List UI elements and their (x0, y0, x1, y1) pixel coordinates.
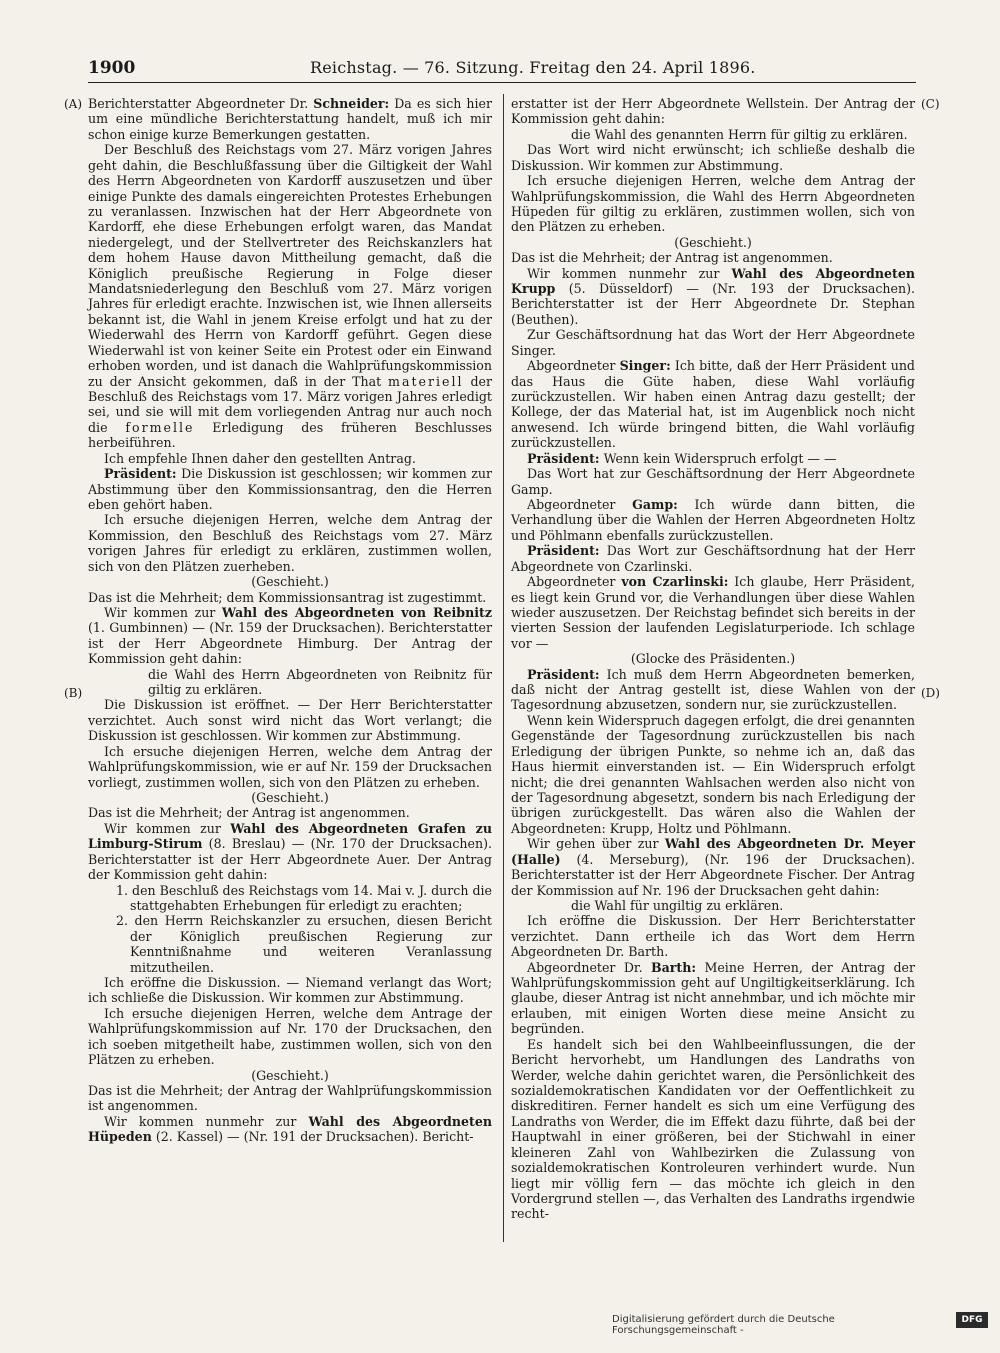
text-run: die Wahl für ungiltig zu erklären. (571, 897, 784, 913)
paragraph (88, 605, 492, 667)
paragraph (571, 898, 915, 913)
paragraph (511, 497, 915, 543)
paragraph (88, 466, 492, 512)
right-text-column (511, 96, 915, 1222)
text-run: Die Diskussion ist geschlossen; wir kommen zur Abstimmung über den Kommissionsantrag, den die Herren eben gehört haben. (88, 466, 492, 512)
text-run: Ich würde dann bitten, die Verhandlung über die Wahlen der Herren Abgeordneten Holtz und Pöhlmann ebenfalls zurückzustellen. (511, 496, 916, 543)
left-text-column (88, 96, 492, 1145)
page-footer (612, 1312, 988, 1336)
paragraph (511, 451, 915, 466)
paragraph (88, 512, 492, 574)
text-run: Das Wort wird nicht erwünscht; ich schließe deshalb die Diskussion. Wir kommen zur Abstimmung. (511, 142, 915, 173)
paragraph (88, 1068, 492, 1083)
text-run: Ich eröffne die Diskussion. — Niemand verlangt das Wort; ich schließe die Diskussion. Wir kommen zur Abstimmung. (88, 975, 492, 1006)
text-run: (4. Merseburg), (Nr. 196 der Drucksachen). Berichterstatter ist der Herr Abgeordnete Fischer. Der Antrag der Kommission auf Nr. 196 der Drucksachen geht dahin: (511, 851, 915, 898)
bold-phrase: Präsident: (527, 543, 600, 559)
bold-phrase: Gamp: (632, 496, 678, 512)
text-run: Wir kommen nunmehr zur (104, 1113, 309, 1129)
text-run: Das Wort hat zur Geschäftsordnung der Herr Abgeordnete Gamp. (511, 466, 915, 497)
text-run: Abgeordneter (527, 574, 622, 590)
paragraph (88, 697, 492, 743)
bold-phrase: Präsident: (104, 466, 177, 482)
text-run: (8. Breslau) — (Nr. 170 der Drucksachen). Berichterstatter ist der Herr Abgeordnete Auer. Der Antrag der Kommission geht dahin: (88, 836, 492, 883)
bold-phrase: Wahl des Abgeordneten Krupp (511, 265, 915, 297)
text-run: (Geschieht.) (674, 234, 752, 250)
text-run: Das ist die Mehrheit; dem Kommissionsantrag ist zugestimmt. (88, 589, 487, 605)
paragraph (511, 574, 915, 651)
text-run: Ich ersuche diejenigen Herren, welche dem Antrag der Wahlprüfungskommission, wie er auf Nr. 159 der Drucksachen vorliegt, zustimmen wollen, sich von den Plätzen zu erheben. (88, 743, 492, 790)
bold-phrase: Barth: (650, 959, 697, 975)
text-run: Ich ersuche diejenigen Herren, welche dem Antrage der Wahlprüfungskommission auf Nr. 170 der Drucksachen, den ich soeben mitgetheilt habe, zustimmen wollen, sich von den Plätzen zu erheben. (88, 1005, 492, 1068)
text-run: Es handelt sich bei den Wahlbeeinflussungen, die der Bericht hervorhebt, um Handlungen des Landraths von Werder, welche dahin gerichtet waren, die Persönlichkeit des sozialdemokratischen Kandidaten vor der Oeffentlichkeit zu diskreditiren. Ferner handelt es sich um eine Verfügung des Landraths von Werder, die im Effekt dazu führte, daß bei der Hauptwahl in einer größeren, bei der Stichwahl in einer kleineren Zahl von Wahlbezirken die Zulassung von sozialdemokratischen Kontroleuren verhindert wurde. Nun liegt mir völlig fern — das möchte ich gleich in den Vordergrund stellen —, das Verhalten des Landraths irgendwie recht- (511, 1036, 915, 1222)
bold-phrase: Singer: (619, 358, 671, 374)
text-run: Wenn kein Widerspruch erfolgt — — (599, 450, 837, 466)
text-run: Das Wort zur Geschäftsordnung hat der Herr Abgeordnete von Czarlinski. (511, 543, 915, 574)
paragraph (88, 1083, 492, 1114)
paragraph (116, 913, 492, 975)
paragraph (511, 358, 915, 451)
paragraph (511, 1037, 915, 1222)
paragraph (88, 790, 492, 805)
bold-phrase: Schneider: (313, 96, 390, 111)
bold-phrase: Wahl des Abgeordneten Hüpeden (88, 1113, 492, 1145)
paragraph (511, 713, 915, 836)
paragraph (511, 250, 915, 265)
paragraph (511, 651, 915, 666)
paragraph (88, 590, 492, 605)
running-head: Reichstag. — 76. Sitzung. Freitag den 24. April 1896. (310, 58, 756, 77)
paragraph (88, 574, 492, 589)
column-divider (503, 94, 504, 1242)
paragraph (511, 466, 915, 497)
dfg-logo: DFG (956, 1312, 988, 1328)
paragraph (511, 836, 915, 898)
text-run: die Wahl des Herrn Abgeordneten von Reibnitz für giltig zu erklären. (148, 666, 492, 698)
paragraph (511, 142, 915, 173)
paragraph (571, 127, 915, 142)
paragraph (511, 667, 915, 713)
paragraph (88, 142, 492, 450)
text-run: Berichterstatter Abgeordneter Dr. (88, 96, 314, 111)
paragraph (88, 96, 492, 142)
text-run: Wenn kein Widerspruch dagegen erfolgt, die drei genannten Gegenstände der Tagesordnung zurückzustellen bis nach Erledigung der übrigen Punkte, so nehme ich an, daß das Haus hiermit einverstanden ist. — Ein Widerspruch erfolgt nicht; die drei genannten Wahlsachen werden also nicht von der Tagesordnung abgesetzt, sondern bis nach Erledigung der übrigen zurückgestellt. Das wären also die Wahlen der Abgeordneten: Krupp, Holtz und Pöhlmann. (511, 712, 915, 836)
text-run: Ich glaube, Herr Präsident, es liegt kein Grund vor, die Verhandlungen über diese Wahlen wieder auszusetzen. Der Reichstag befindet sich bereits in der vierten Session der laufenden Legislaturperiode. Ich schlage vor — (511, 574, 916, 651)
text-run: Ich muß dem Herrn Abgeordneten bemerken, daß nicht der Antrag gestellt ist, diese Wahlen von der Tagesordnung abzusetzen, sondern nur, sie zurückzustellen. (511, 666, 915, 713)
margin-marker-c: (C) (921, 97, 940, 111)
page-number: 1900 (88, 58, 136, 78)
bold-phrase: Wahl des Abgeordneten Dr. Meyer (Halle) (511, 836, 915, 867)
paragraph (511, 266, 915, 328)
paragraph (148, 667, 492, 698)
digitization-credit: Digitalisierung gefördert durch die Deutsche Forschungsgemeinschaft - (612, 1314, 835, 1336)
text-run: Abgeordneter (527, 358, 620, 374)
paragraph (88, 451, 492, 466)
text-run: Da es sich hier um eine mündliche Berichterstattung handelt, muß ich mir schon einige kurze Bemerkungen gestatten. (88, 96, 492, 142)
paragraph (511, 960, 915, 1037)
paragraph (511, 96, 915, 127)
bold-phrase: Präsident: (527, 666, 600, 682)
paragraph (88, 1006, 492, 1068)
text-run: Das ist die Mehrheit; der Antrag der Wahlprüfungskommission ist angenommen. (88, 1083, 492, 1114)
paragraph (88, 805, 492, 820)
text-run: Wir kommen zur (104, 604, 222, 620)
text-run: (2. Kassel) — (Nr. 191 der Drucksachen). Bericht- (151, 1129, 474, 1145)
bold-phrase: Wahl des Abgeordneten von Reibnitz (221, 604, 492, 620)
text-run: Die Diskussion ist eröffnet. — Der Herr Berichterstatter verzichtet. Auch sonst wird nicht das Wort verlangt; die Diskussion ist geschlossen. Wir kommen zur Abstimmung. (88, 697, 492, 744)
paragraph (511, 327, 915, 358)
bold-phrase: von Czarlinski: (621, 574, 729, 590)
bold-phrase: Präsident: (527, 450, 600, 466)
text-run: Ich ersuche diejenigen Herren, welche dem Antrag der Kommission, den Beschluß des Reichstags vom 27. März vorigen Jahres für erledigt zu erklären, zustimmen wollen, sich von den Plätzen zuerheben. (88, 512, 492, 574)
text-run: Abgeordneter Dr. (527, 959, 651, 975)
text-run: Wir kommen zur (104, 820, 231, 836)
text-run: 2. den Herrn Reichskanzler zu ersuchen, diesen Bericht der Königlich preußischen Regierung zur Kenntnißnahme und weiteren Veranlassung mitzutheilen. (116, 913, 492, 975)
text-run: Ich empfehle Ihnen daher den gestellten Antrag. (104, 450, 416, 466)
text-run: (1. Gumbinnen) — (Nr. 159 der Drucksachen). Berichterstatter ist der Herr Abgeordnete Himburg. Der Antrag der Kommission geht dahin: (88, 620, 492, 667)
paragraph (511, 235, 915, 250)
text-run: Erledigung des früheren Beschlusses herbeiführen. (88, 419, 492, 451)
paragraph (88, 821, 492, 883)
text-run: (Glocke des Präsidenten.) (630, 651, 796, 667)
bold-phrase: Wahl des Abgeordneten Grafen zu Limburg-Stirum (88, 820, 492, 852)
text-run: 1. den Beschluß des Reichstags vom 14. Mai v. J. durch die stattgehabten Erhebungen für erledigt zu erachten; (116, 882, 492, 913)
paragraph (511, 543, 915, 574)
spaced-emphasis: formelle (125, 419, 195, 435)
text-run: (5. Düsseldorf) — (Nr. 193 der Drucksachen). Berichterstatter ist der Herr Abgeordnete Dr. Stephan (Beuthen). (511, 281, 915, 327)
text-run: (Geschieht.) (251, 574, 329, 590)
paragraph (116, 882, 492, 914)
text-run: Das ist die Mehrheit; der Antrag ist angenommen. (88, 805, 410, 821)
margin-marker-b: (B) (64, 686, 83, 700)
text-run: Ich bitte, daß der Herr Präsident und das Haus die Güte haben, diese Wahl vorläufig zurückzustellen. Wir haben einen Antrag dazu gestellt; der Kollege, der das Material hat, ist im Augenblick noch nicht anwesend. Ich würde bringend bitten, die Wahl vorläufig zurückzustellen. (511, 358, 915, 451)
paragraph (88, 744, 492, 790)
text-run: erstatter ist der Herr Abgeordnete Wellstein. Der Antrag der Kommission geht dahin: (511, 96, 915, 127)
text-run: (Geschieht.) (251, 1067, 329, 1083)
text-run: Der Beschluß des Reichstags vom 27. März vorigen Jahres geht dahin, die Beschlußfassung über die Giltigkeit der Wahl des Herrn Abgeordneten von Kardorff auszusetzen und über einige Punkte des damals eingereichten Protestes Erhebungen zu veranlassen. Inzwischen hat der Herr Abgeordnete von Kardorff, ehe diese Erhebungen erfolgt waren, das Mandat niedergelegt, und der Stellvertreter des Reichskanzlers hat dem hohem Hause davon Mittheilung gemacht, daß die Königlich preußische Regierung in Folge dieser Mandatsniederlegung den Beschluß vom 27. März vorigen Jahres für erledigt erachte. Inzwischen ist, wie Ihnen allerseits bekannt ist, die Wahl in jenem Kreise erfolgt und hat zu der Wiederwahl des Herrn von Kardorff geführt. Gegen diese Wiederwahl ist von keiner Seite ein Protest oder ein Einwand erhoben worden, und ist danach die Wahlprüfungskommission zu der Ansicht gekommen, daß in der That (88, 142, 492, 389)
text-run: Wir gehen über zur (527, 836, 665, 852)
paragraph (511, 913, 915, 959)
text-run: die Wahl des genannten Herrn für giltig zu erklären. (571, 126, 908, 142)
margin-marker-a: (A) (64, 97, 83, 111)
text-run: Abgeordneter (527, 496, 633, 512)
text-run: Das ist die Mehrheit; der Antrag ist angenommen. (511, 250, 833, 266)
text-run: Ich eröffne die Diskussion. Der Herr Berichterstatter verzichtet. Dann ertheile ich das Wort dem Herrn Abgeordneten Dr. Barth. (511, 913, 915, 960)
text-run: Zur Geschäftsordnung hat das Wort der Herr Abgeordnete Singer. (511, 327, 915, 358)
text-run: Ich ersuche diejenigen Herren, welche dem Antrag der Wahlprüfungskommission, die Wahl des Herrn Abgeordneten Hüpeden für giltig zu erklären, zustimmen wollen, sich von den Plätzen zu erheben. (511, 173, 915, 235)
paragraph (88, 975, 492, 1006)
text-run: Wir kommen nunmehr zur (527, 265, 732, 281)
spaced-emphasis: materiell (388, 373, 464, 389)
paragraph (511, 173, 915, 235)
text-run: der Beschluß des Reichstags vom 17. März vorigen Jahres erledigt sei, und sie will mit dem vorliegenden Antrag nur auch noch die (88, 373, 492, 435)
margin-marker-d: (D) (921, 686, 940, 700)
page-header (88, 58, 916, 83)
paragraph (88, 1114, 492, 1145)
text-run: Meine Herren, der Antrag der Wahlprüfungskommission geht auf Ungiltigkeitserklärung. Ich glaube, dieser Antrag ist nicht annehmbar, und ich möchte mir erlauben, mit einigen Worten diese meine Ansicht zu begründen. (511, 959, 915, 1037)
text-run: (Geschieht.) (251, 789, 329, 805)
